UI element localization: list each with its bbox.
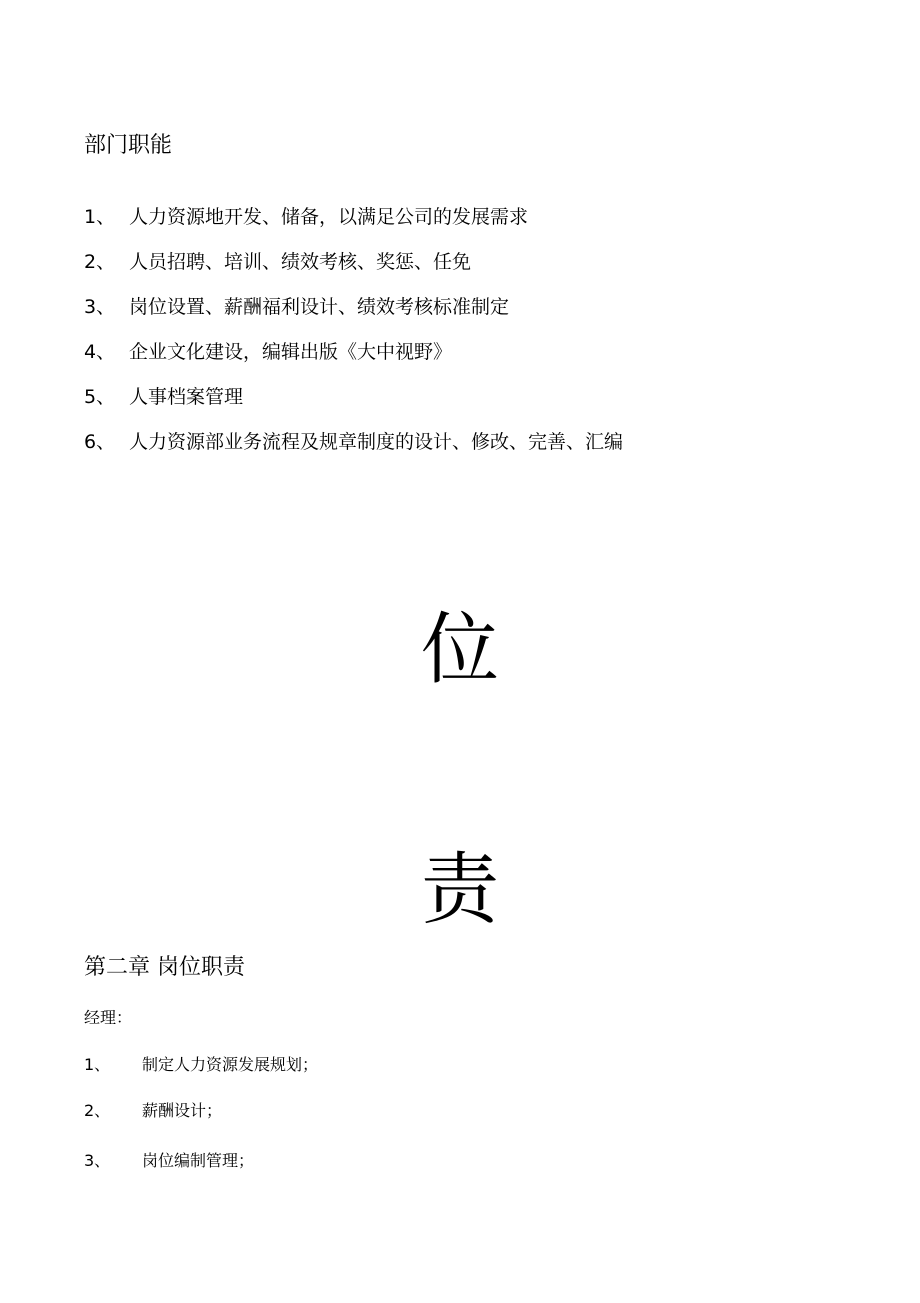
item-text: 岗位设置、薪酬福利设计、绩效考核标准制定 <box>129 296 510 318</box>
list-item <box>84 338 452 366</box>
list-item <box>84 293 509 321</box>
section-title: 部门职能 <box>84 133 173 158</box>
item-number: 3、 <box>84 296 116 318</box>
item-text: 人力资源地开发、储备，以满足公司的发展需求 <box>129 206 529 228</box>
item-number: 5、 <box>84 386 116 408</box>
list-item <box>84 383 243 411</box>
item-text: 企业文化建设，编辑出版《大中视野》 <box>129 341 453 363</box>
large-heading-char: 位 <box>420 605 499 695</box>
item-number: 1、 <box>84 206 116 228</box>
item-text: 制定人力资源发展规划； <box>142 1055 319 1074</box>
item-text: 岗位编制管理； <box>142 1151 255 1170</box>
list-item <box>84 1099 222 1123</box>
item-number: 3、 <box>84 1151 111 1170</box>
item-text: 人员招聘、培训、绩效考核、奖惩、任免 <box>129 251 472 273</box>
item-number: 4、 <box>84 341 116 363</box>
item-number: 1、 <box>84 1055 111 1074</box>
list-item <box>84 203 528 231</box>
item-text: 人力资源部业务流程及规章制度的设计、修改、完善、汇编 <box>129 431 624 453</box>
item-number: 2、 <box>84 1101 111 1120</box>
list-item <box>84 1053 318 1077</box>
list-item <box>84 428 623 456</box>
item-text: 薪酬设计； <box>142 1101 223 1120</box>
list-item <box>84 1149 254 1173</box>
item-text: 人事档案管理 <box>129 386 244 408</box>
large-heading-char: 责 <box>420 845 499 935</box>
list-item <box>84 248 471 276</box>
item-number: 6、 <box>84 431 116 453</box>
role-label: 经理： <box>84 1008 133 1027</box>
item-number: 2、 <box>84 251 116 273</box>
chapter-title: 第二章 岗位职责 <box>84 955 245 980</box>
